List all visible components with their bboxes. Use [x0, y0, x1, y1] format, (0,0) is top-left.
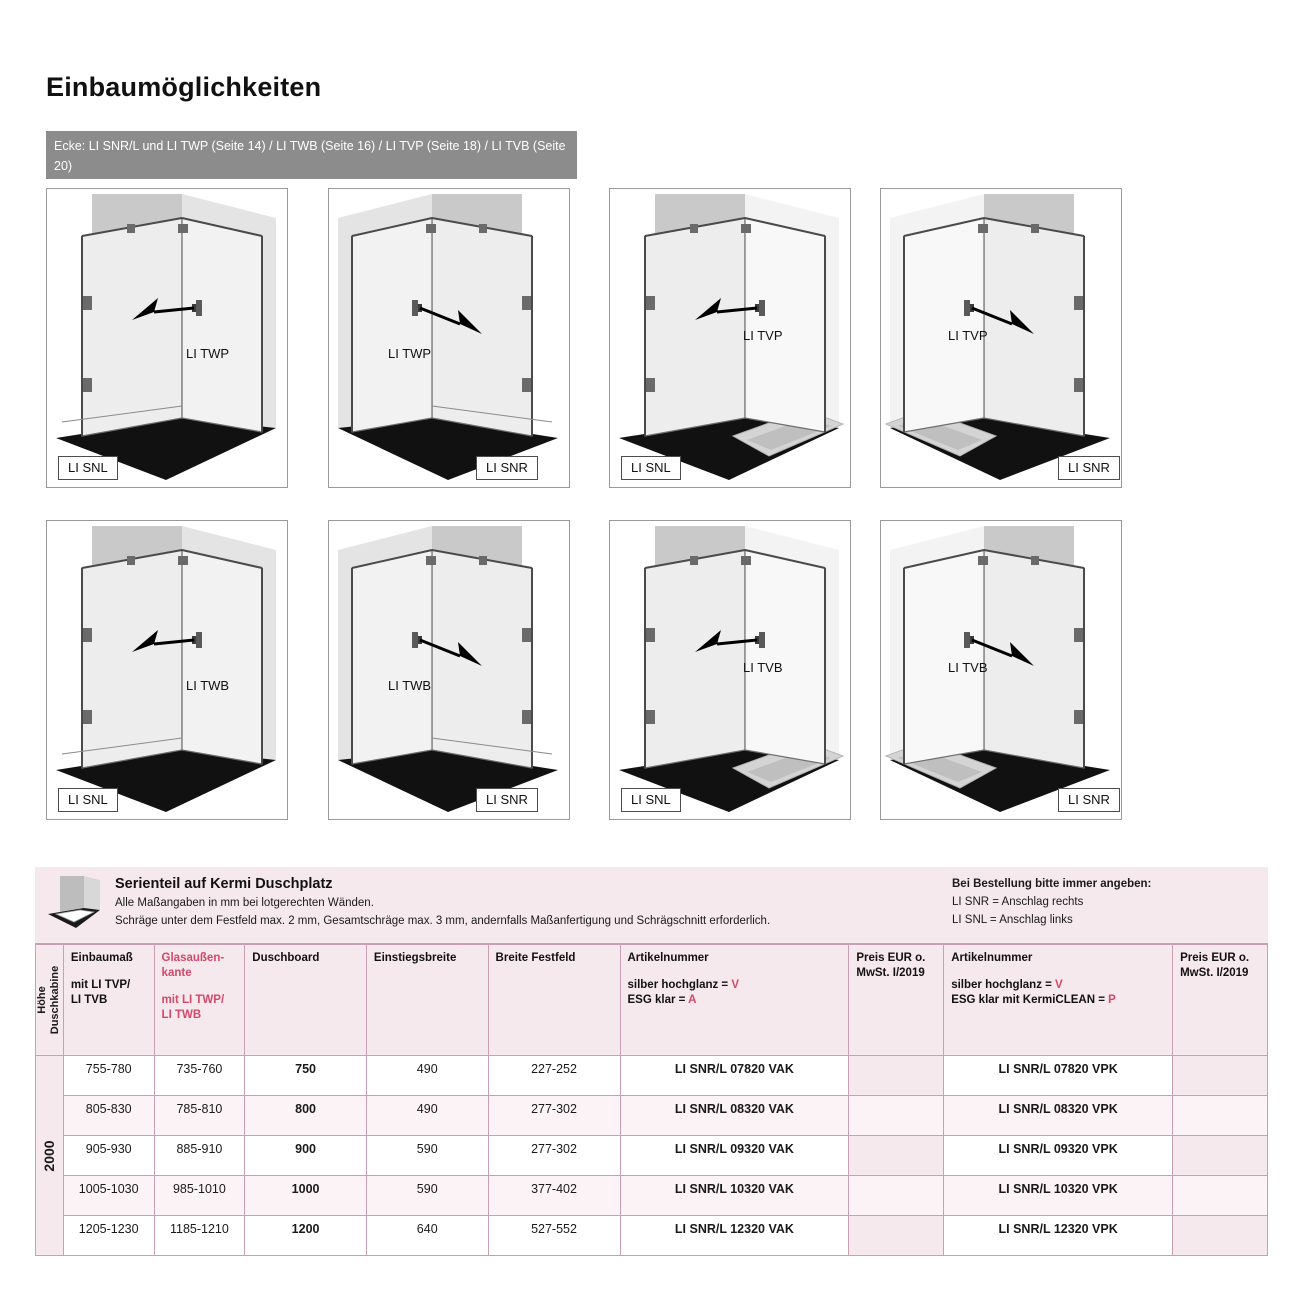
cell-duschboard: 800: [245, 1096, 367, 1136]
cell-glasaussenkante: 985-1010: [154, 1176, 245, 1216]
header-einbaumass: [63, 945, 154, 1056]
cell-breite-festfeld: 377-402: [488, 1176, 620, 1216]
diagram-cell-6: [328, 520, 568, 818]
diagram-inner-label: LI TWP: [388, 346, 432, 361]
cell-einstiegsbreite: 590: [366, 1176, 488, 1216]
table-row: [36, 1056, 1268, 1096]
header-preis-1: [849, 945, 944, 1056]
shower-enclosure-illustration: [609, 188, 849, 486]
diagram-inner-label: LI TWP: [186, 346, 230, 361]
table-header-row: [36, 945, 1268, 1056]
diagram-cell-7: [609, 520, 849, 818]
cell-artikelnummer-2: LI SNR/L 10320 VPK: [944, 1176, 1173, 1216]
shower-enclosure-illustration: [46, 520, 286, 818]
header-height-line1: Höhe: [36, 986, 49, 1014]
cell-einstiegsbreite: 490: [366, 1056, 488, 1096]
order-note-line-2: LI SNL = Anschlag links: [952, 914, 1073, 926]
header-duschboard-label: Duschboard: [252, 952, 320, 964]
header-preis-2-label: Preis EUR o. MwSt. I/2019: [1180, 952, 1250, 979]
cell-duschboard: 1000: [245, 1176, 367, 1216]
table-row: [36, 1176, 1268, 1216]
diagram-cell-1: [46, 188, 286, 486]
header-breite-festfeld-label: Breite Festfeld: [495, 952, 576, 964]
header-artikelnummer-2-sub2: ESG klar mit KermiCLEAN = P: [951, 994, 1116, 1006]
header-breite-festfeld: [488, 945, 620, 1056]
cell-duschboard: 900: [245, 1136, 367, 1176]
header-artikelnummer-1-sub2: ESG klar = A: [627, 994, 697, 1006]
diagram-cell-4: [880, 188, 1120, 486]
spec-table: [35, 944, 1268, 1256]
cell-preis-1: [849, 1176, 944, 1216]
diagram-inner-label: LI TVB: [743, 660, 783, 675]
shower-enclosure-illustration: [880, 188, 1120, 486]
cell-preis-2: [1173, 1096, 1268, 1136]
header-einstiegsbreite: [366, 945, 488, 1056]
height-value-label: 2000: [41, 1139, 58, 1172]
diagram-cell-2: [328, 188, 568, 486]
header-height-duschkabine: [36, 945, 64, 1056]
cell-artikelnummer-1: LI SNR/L 12320 VAK: [620, 1216, 849, 1256]
diagram-corner-tag: LI SNR: [1058, 788, 1120, 812]
header-einbaumass-label: Einbaumaß: [70, 952, 133, 964]
cell-artikelnummer-1: LI SNR/L 08320 VAK: [620, 1096, 849, 1136]
cell-artikelnummer-1: LI SNR/L 09320 VAK: [620, 1136, 849, 1176]
cell-duschboard: 750: [245, 1056, 367, 1096]
cell-preis-1: [849, 1136, 944, 1176]
cell-artikelnummer-1: LI SNR/L 10320 VAK: [620, 1176, 849, 1216]
header-glasaussenkante-sub: mit LI TWP/ LI TWB: [161, 994, 225, 1021]
header-einbaumass-sub: mit LI TVP/ LI TVB: [70, 979, 131, 1006]
header-duschboard: [245, 945, 367, 1056]
info-line-2: Schräge unter dem Festfeld max. 2 mm, Gesamtschräge max. 3 mm, andernfalls Maßanfertigung und Schrägschnitt erforderlich.: [115, 915, 771, 927]
cell-artikelnummer-2: LI SNR/L 08320 VPK: [944, 1096, 1173, 1136]
header-height-line2: Duschkabine: [49, 965, 62, 1035]
cell-artikelnummer-2: LI SNR/L 12320 VPK: [944, 1216, 1173, 1256]
cell-glasaussenkante: 885-910: [154, 1136, 245, 1176]
header-glasaussenkante: [154, 945, 245, 1056]
diagram-inner-label: LI TWB: [388, 678, 432, 693]
header-artikelnummer-1-label: Artikelnummer: [627, 952, 709, 964]
diagram-cell-3: [609, 188, 849, 486]
order-note-line-1: LI SNR = Anschlag rechts: [952, 896, 1084, 908]
cell-breite-festfeld: 277-302: [488, 1136, 620, 1176]
header-preis-2: [1173, 945, 1268, 1056]
cell-einbaumass: 1005-1030: [63, 1176, 154, 1216]
diagram-inner-label: LI TVB: [948, 660, 988, 675]
cell-einbaumass: 805-830: [63, 1096, 154, 1136]
cell-preis-2: [1173, 1056, 1268, 1096]
diagram-inner-label: LI TWB: [186, 678, 230, 693]
cell-glasaussenkante: 735-760: [154, 1056, 245, 1096]
header-artikelnummer-1: [620, 945, 849, 1056]
cell-preis-1: [849, 1056, 944, 1096]
shower-enclosure-illustration: [46, 188, 286, 486]
order-note-title: Bei Bestellung bitte immer angeben:: [952, 878, 1152, 890]
cell-preis-2: [1173, 1176, 1268, 1216]
cell-preis-2: [1173, 1136, 1268, 1176]
info-line-1: Alle Maßangaben in mm bei lotgerechten Wänden.: [115, 897, 374, 909]
diagram-corner-tag: LI SNR: [476, 456, 538, 480]
table-row: [36, 1216, 1268, 1256]
header-einstiegsbreite-label: Einstiegsbreite: [373, 952, 457, 964]
cell-duschboard: 1200: [245, 1216, 367, 1256]
cell-artikelnummer-2: LI SNR/L 09320 VPK: [944, 1136, 1173, 1176]
cell-einbaumass: 1205-1230: [63, 1216, 154, 1256]
diagram-cell-8: [880, 520, 1120, 818]
page-title: Einbaumöglichkeiten: [46, 72, 322, 102]
cell-height-value: [36, 1056, 64, 1256]
cell-preis-1: [849, 1216, 944, 1256]
cell-artikelnummer-2: LI SNR/L 07820 VPK: [944, 1056, 1173, 1096]
header-glasaussenkante-label: Glasaußen- kante: [161, 952, 225, 979]
diagram-corner-tag: LI SNL: [621, 788, 681, 812]
cell-einstiegsbreite: 490: [366, 1096, 488, 1136]
table-row: [36, 1136, 1268, 1176]
diagram-corner-tag: LI SNL: [58, 788, 118, 812]
cell-breite-festfeld: 527-552: [488, 1216, 620, 1256]
header-artikelnummer-1-sub1: silber hochglanz = V: [627, 979, 740, 991]
info-title: Serienteil auf Kermi Duschplatz: [115, 876, 333, 892]
diagram-corner-tag: LI SNR: [476, 788, 538, 812]
cell-breite-festfeld: 227-252: [488, 1056, 620, 1096]
diagram-cell-5: [46, 520, 286, 818]
header-artikelnummer-2-label: Artikelnummer: [951, 952, 1033, 964]
table-row: [36, 1096, 1268, 1136]
cell-breite-festfeld: 277-302: [488, 1096, 620, 1136]
shower-enclosure-illustration: [328, 188, 568, 486]
diagram-corner-tag: LI SNR: [1058, 456, 1120, 480]
cell-einstiegsbreite: 640: [366, 1216, 488, 1256]
cell-preis-1: [849, 1096, 944, 1136]
header-artikelnummer-2: [944, 945, 1173, 1056]
cell-einbaumass: 755-780: [63, 1056, 154, 1096]
shower-enclosure-illustration: [880, 520, 1120, 818]
cell-einbaumass: 905-930: [63, 1136, 154, 1176]
tray-thumbnail-icon: [40, 872, 110, 940]
diagram-inner-label: LI TVP: [948, 328, 988, 343]
diagram-corner-tag: LI SNL: [58, 456, 118, 480]
cell-preis-2: [1173, 1216, 1268, 1256]
cell-glasaussenkante: 1185-1210: [154, 1216, 245, 1256]
header-preis-1-label: Preis EUR o. MwSt. I/2019: [856, 952, 926, 979]
header-artikelnummer-2-sub1: silber hochglanz = V: [951, 979, 1063, 991]
cell-artikelnummer-1: LI SNR/L 07820 VAK: [620, 1056, 849, 1096]
shower-enclosure-illustration: [328, 520, 568, 818]
diagram-group-caption: Ecke: LI SNR/L und LI TWP (Seite 14) / LI TWB (Seite 16) / LI TVP (Seite 18) / LI TVB (Seite 20): [46, 131, 577, 179]
cell-glasaussenkante: 785-810: [154, 1096, 245, 1136]
diagram-corner-tag: LI SNL: [621, 456, 681, 480]
cell-einstiegsbreite: 590: [366, 1136, 488, 1176]
diagram-inner-label: LI TVP: [743, 328, 783, 343]
shower-enclosure-illustration: [609, 520, 849, 818]
